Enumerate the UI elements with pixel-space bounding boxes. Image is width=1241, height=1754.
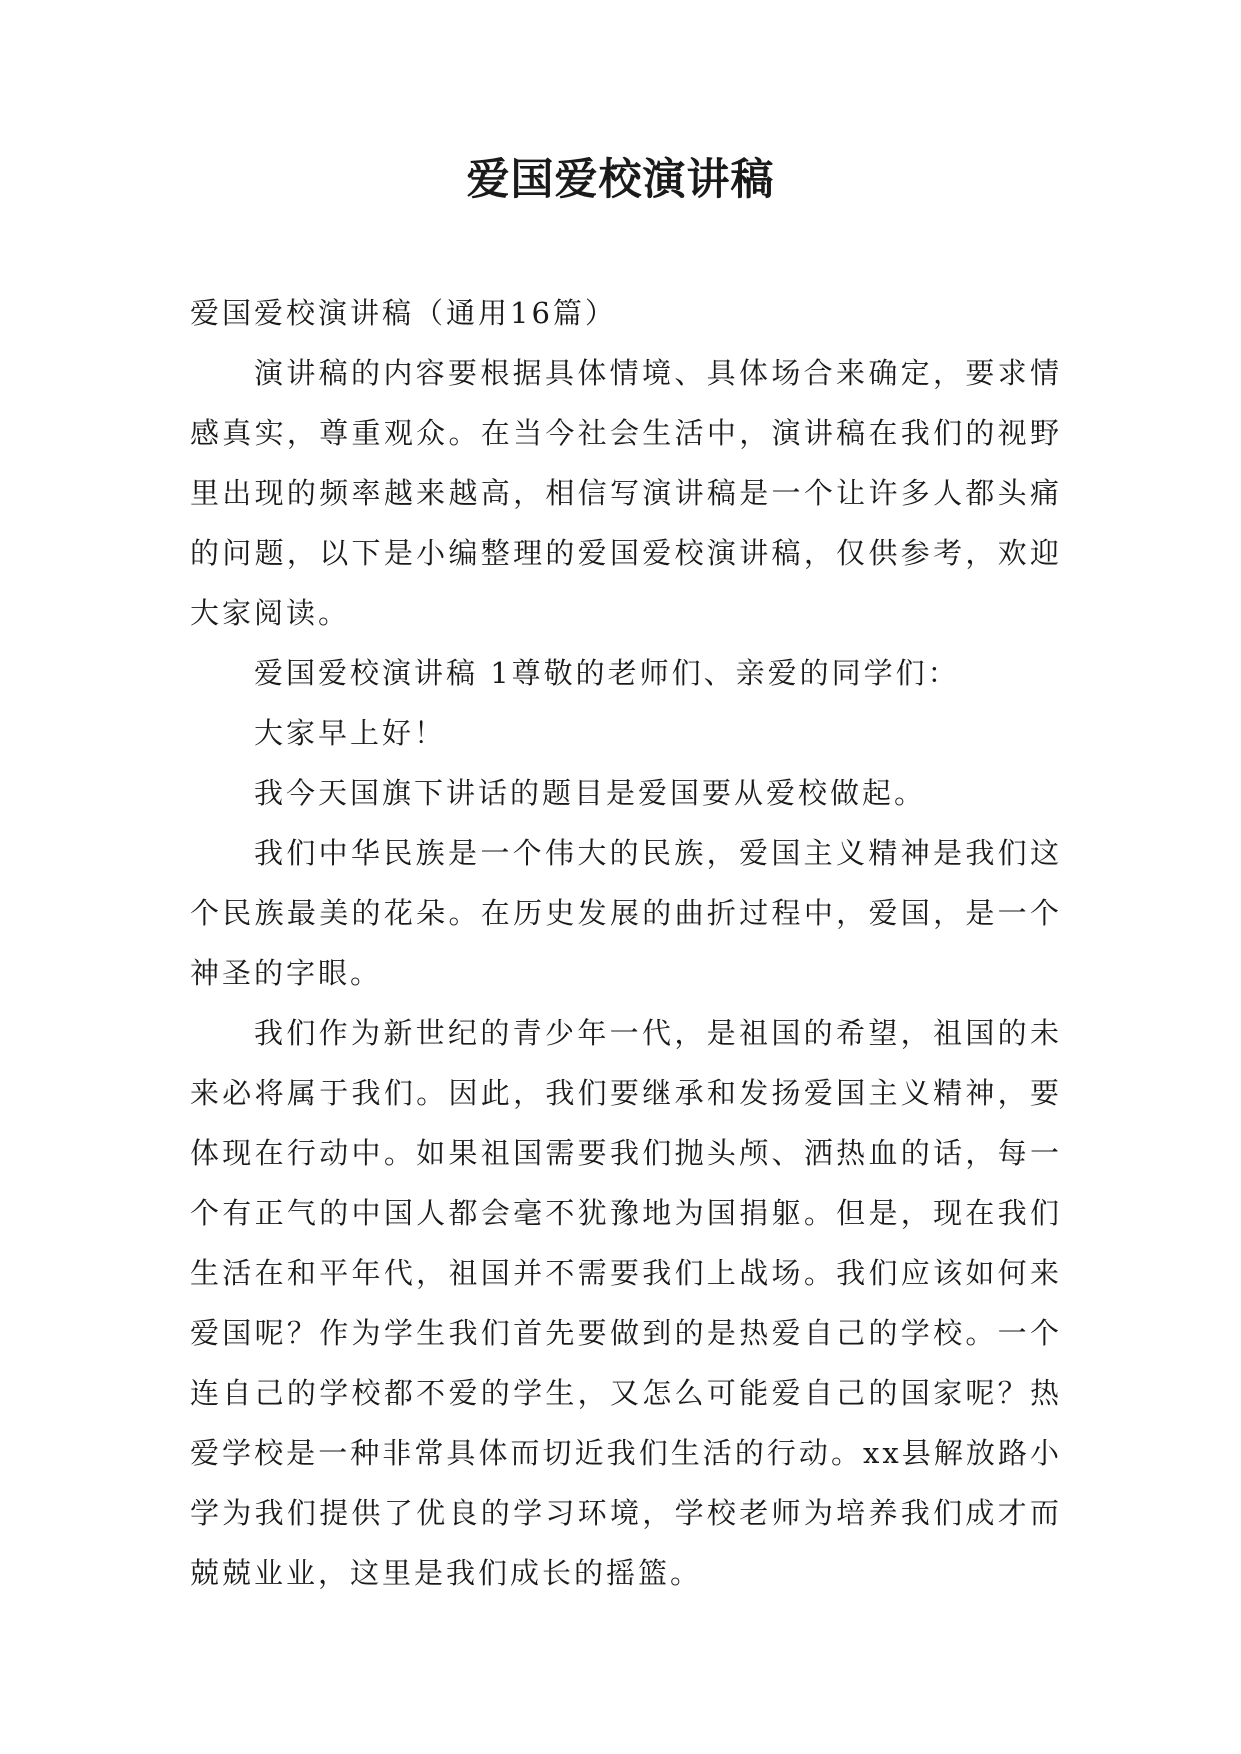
topic-paragraph: 我今天国旗下讲话的题目是爱国要从爱校做起。 xyxy=(254,776,927,810)
body-paragraph: 我们中华民族是一个伟大的民族，爱国主义精神是我们这个民族最美的花朵。在历史发展的曲折过程中，爱国，是一个神圣的字眼。 xyxy=(190,836,1062,990)
subtitle-paragraph: 爱国爱校演讲稿（通用16篇） xyxy=(190,296,617,330)
intro-paragraph: 演讲稿的内容要根据具体情境、具体场合来确定，要求情感真实，尊重观众。在当今社会生活中，演讲稿在我们的视野里出现的频率越来越高，相信写演讲稿是一个让许多人都头痛的问题，以下是小编整理的爱国爱校演讲稿，仅供参考，欢迎大家阅读。 xyxy=(190,356,1062,630)
body-paragraph: 我们作为新世纪的青少年一代，是祖国的希望，祖国的未来必将属于我们。因此，我们要继承和发扬爱国主义精神，要体现在行动中。如果祖国需要我们抛头颅、洒热血的话，每一个有正气的中国人都会毫不犹豫地为国捐躯。但是，现在我们生活在和平年代，祖国并不需要我们上战场。我们应该如何来爱国呢？作为学生我们首先要做到的是热爱自己的学校。一个连自己的学校都不爱的学生，又怎么可能爱自己的国家呢？热爱学校是一种非常具体而切近我们生活的行动。xx县解放路小学为我们提供了优良的学习环境，学校老师为培养我们成才而兢兢业业，这里是我们成长的摇篮。 xyxy=(190,1016,1062,1590)
document-title: 爱国爱校演讲稿 xyxy=(466,155,775,205)
greeting-paragraph: 大家早上好！ xyxy=(254,716,447,750)
speech-heading-paragraph: 爱国爱校演讲稿 1尊敬的老师们、亲爱的同学们： xyxy=(254,656,960,690)
document-body xyxy=(190,283,1062,1603)
